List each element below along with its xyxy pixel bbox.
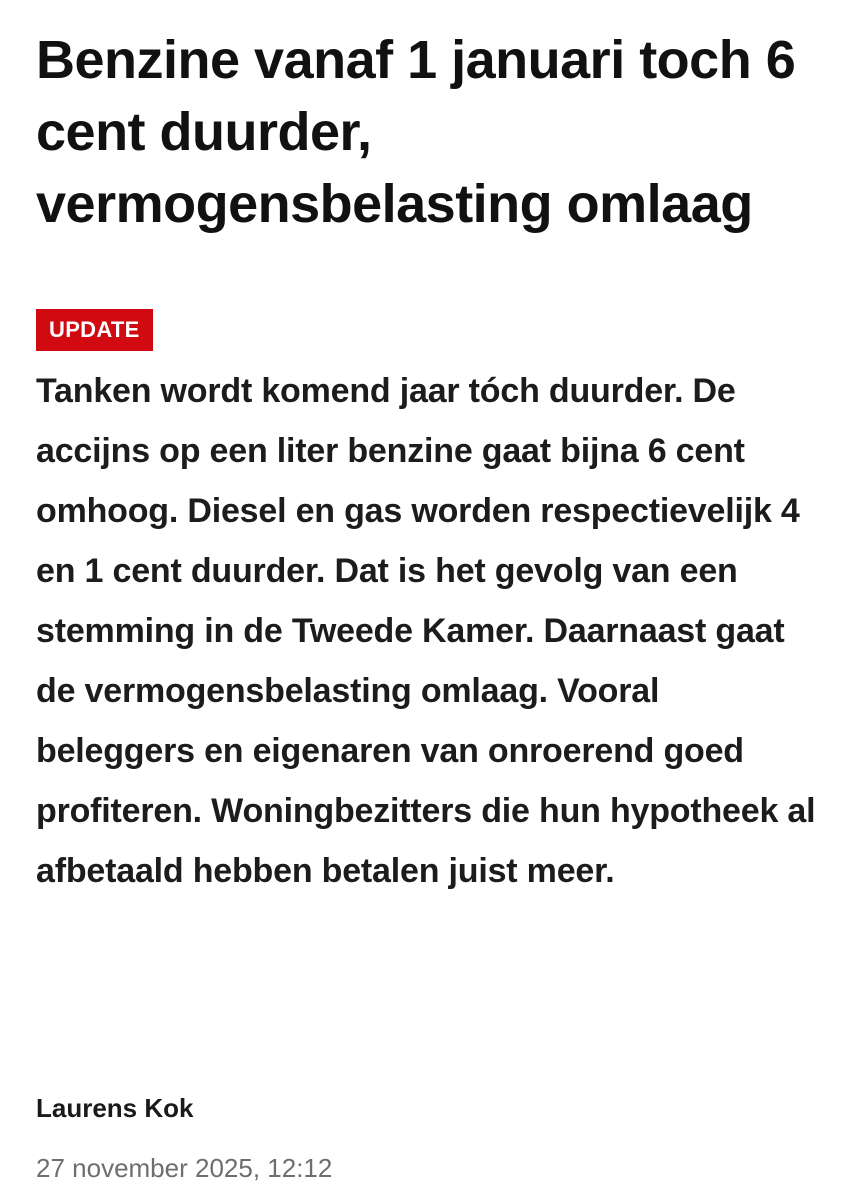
- publish-timestamp: 27 november 2025, 12:12: [36, 1153, 333, 1183]
- update-badge: UPDATE: [36, 309, 153, 351]
- article-headline: Benzine vanaf 1 januari toch 6 cent duurder, vermogensbelasting omlaag: [36, 30, 796, 234]
- author-name[interactable]: Laurens Kok: [36, 1093, 194, 1123]
- article-lead: Tanken wordt komend jaar tóch duurder. De accijns op een liter benzine gaat bijna 6 cent omhoog. Diesel en gas worden respectievelijk 4 en 1 cent duurder. Dat is het gevolg van een stemming in de Tweede Kamer. Daarnaast gaat de vermogensbelasting omlaag. Vooral beleggers en eigenaren van onroerend goed profiteren. Woningbezitters die hun hypotheek al afbetaald hebben betalen juist meer.: [36, 372, 816, 890]
- news-article: [36, 24, 826, 901]
